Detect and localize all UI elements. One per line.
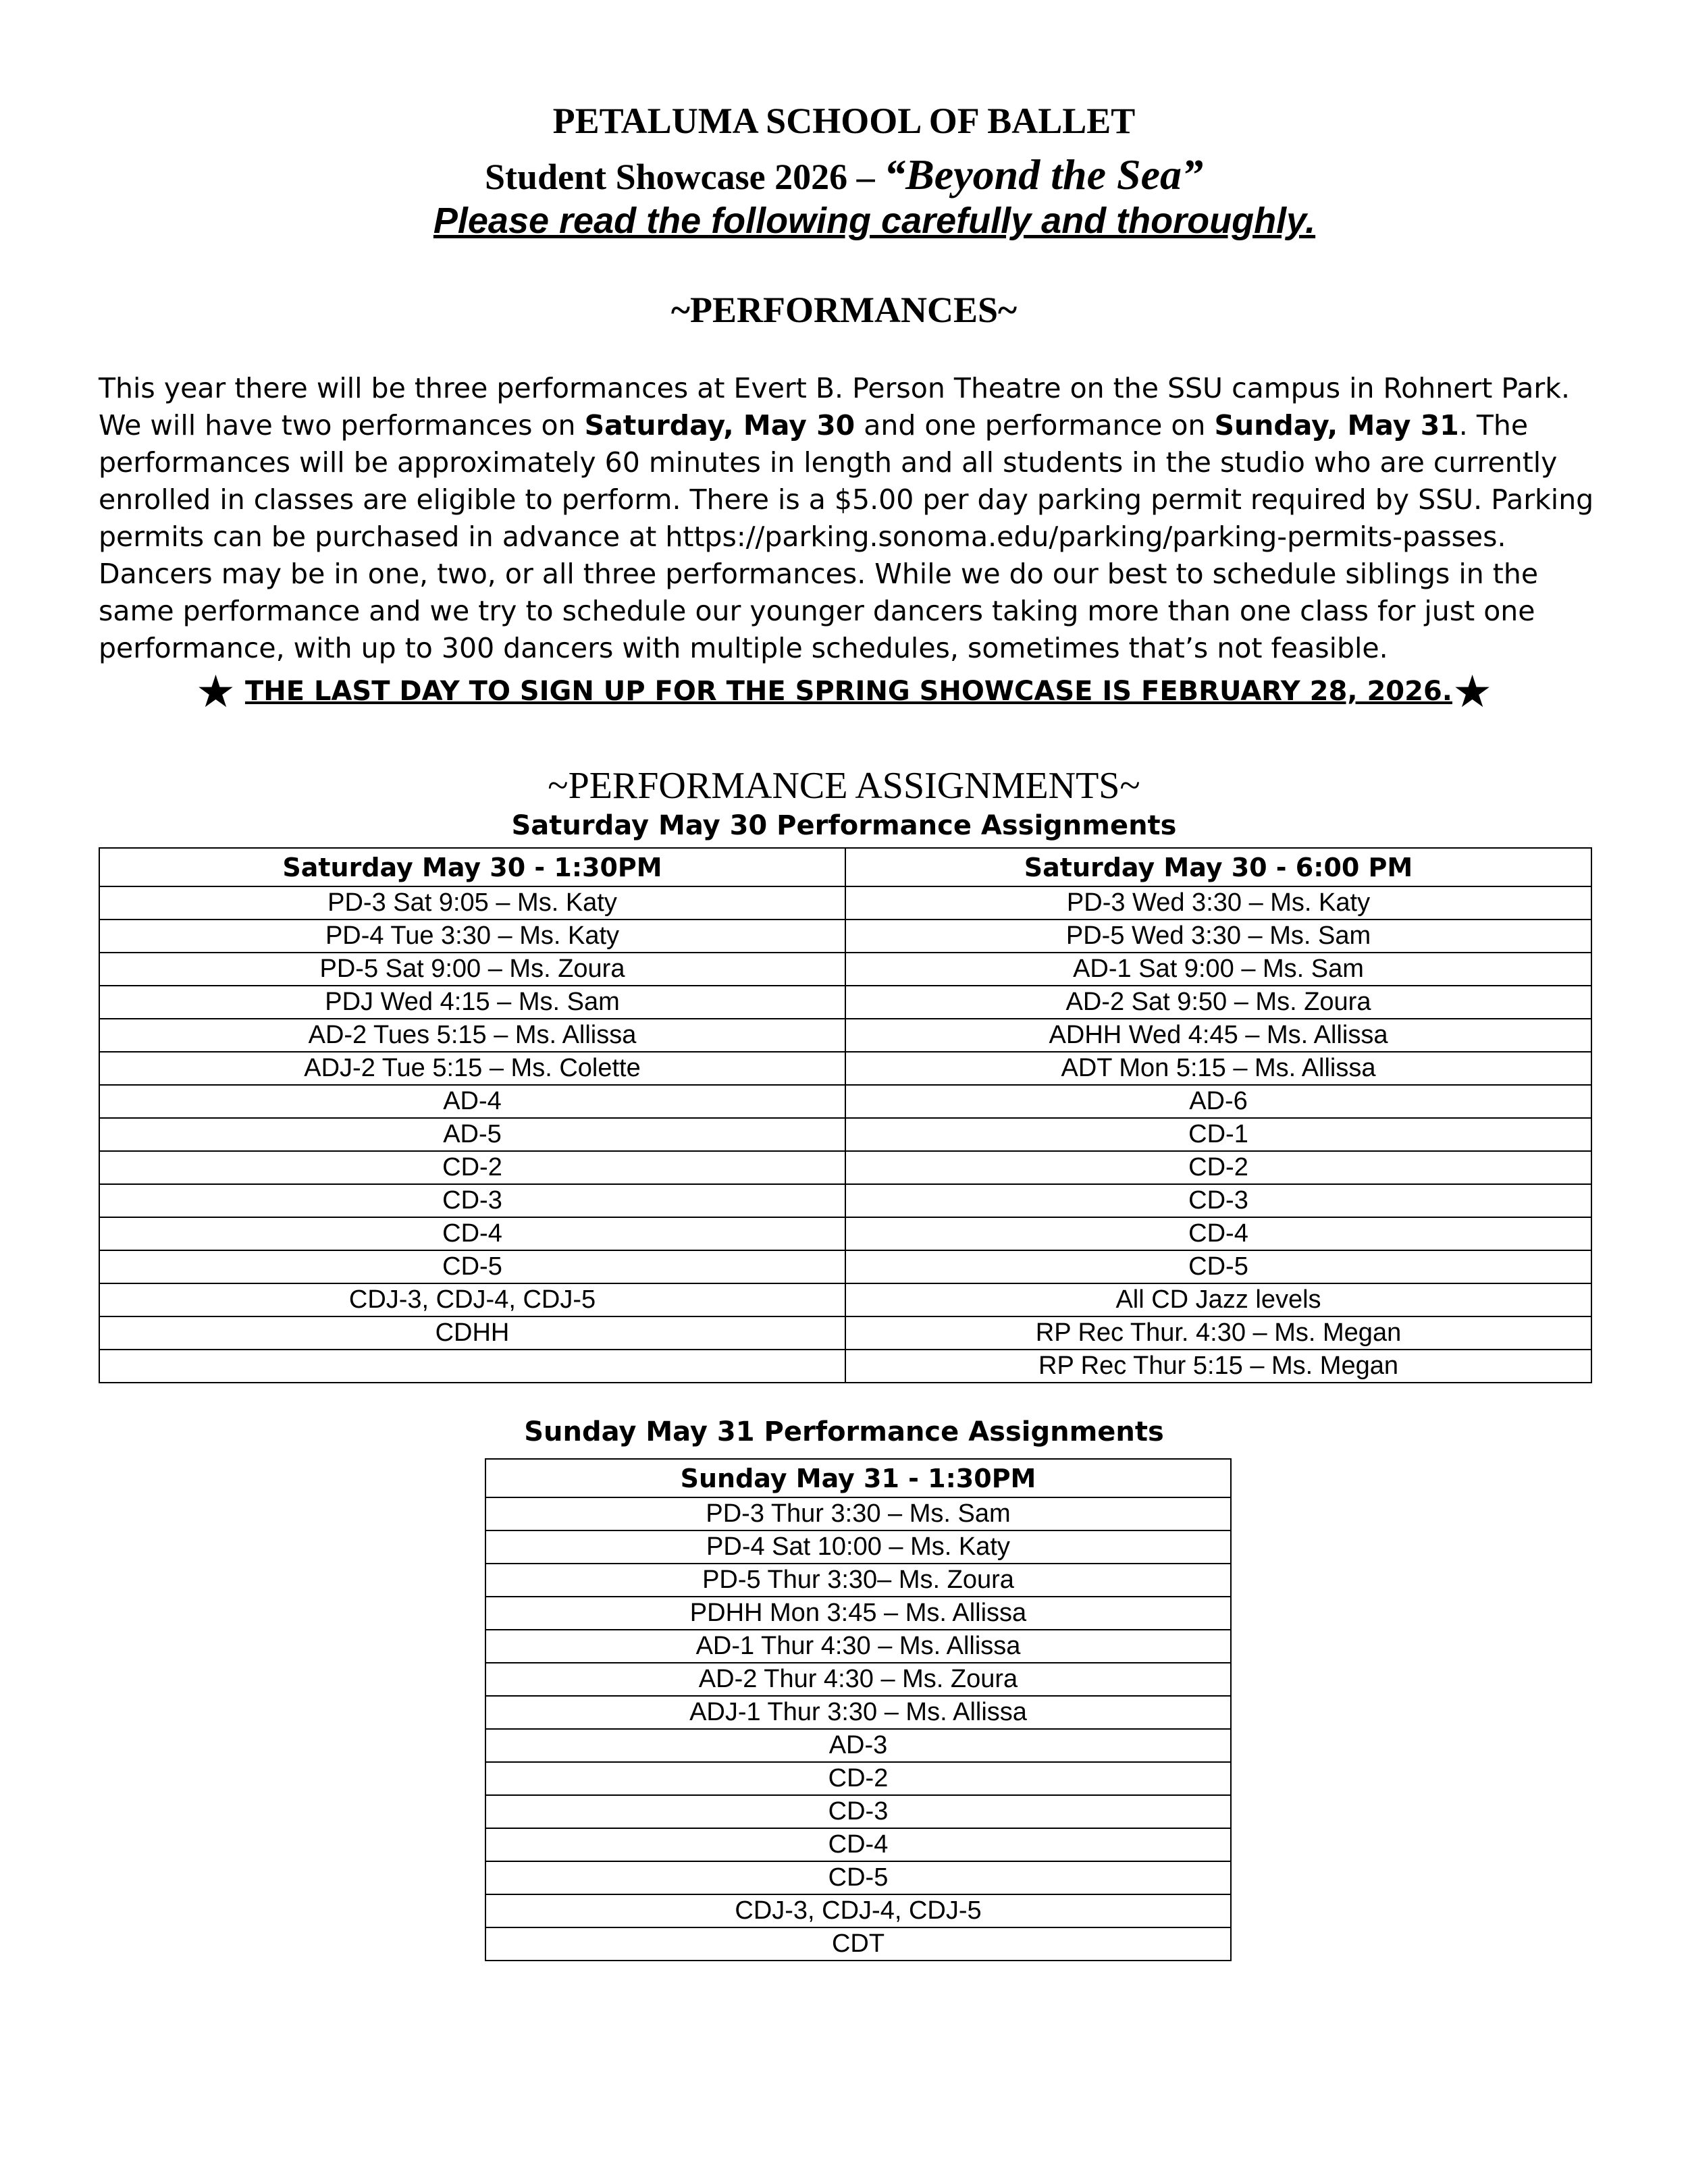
saturday-1-30-cell: AD-5: [99, 1118, 845, 1151]
intro-saturday: Saturday, May 30: [584, 409, 855, 442]
table-row: [485, 1828, 1231, 1861]
saturday-1-30-header: Saturday May 30 - 1:30PM: [99, 848, 845, 886]
saturday-6-00-cell: ADHH Wed 4:45 – Ms. Allissa: [845, 1019, 1591, 1052]
table-row: [99, 953, 1591, 986]
table-header-row: [99, 848, 1591, 886]
performances-heading: ~PERFORMANCES~: [670, 290, 1018, 330]
saturday-6-00-cell: CD-1: [845, 1118, 1591, 1151]
sunday-1-30-cell: PDHH Mon 3:45 – Ms. Allissa: [485, 1597, 1231, 1630]
table-row: [485, 1729, 1231, 1762]
saturday-caption: Saturday May 30 Performance Assignments: [511, 810, 1177, 841]
sunday-1-30-cell: AD-3: [485, 1729, 1231, 1762]
table-row: [99, 1184, 1591, 1217]
sunday-1-30-cell: PD-3 Thur 3:30 – Ms. Sam: [485, 1497, 1231, 1530]
school-name: PETALUMA SCHOOL OF BALLET: [552, 101, 1136, 141]
saturday-1-30-cell: AD-4: [99, 1085, 845, 1118]
intro-sunday: Sunday, May 31: [1214, 409, 1459, 442]
sunday-1-30-cell: PD-4 Sat 10:00 – Ms. Katy: [485, 1530, 1231, 1564]
sunday-1-30-cell: PD-5 Thur 3:30– Ms. Zoura: [485, 1564, 1231, 1597]
table-row: [99, 1085, 1591, 1118]
table-row: [485, 1861, 1231, 1894]
saturday-6-00-cell: ADT Mon 5:15 – Ms. Allissa: [845, 1052, 1591, 1085]
sunday-1-30-cell: CD-3: [485, 1795, 1231, 1828]
sunday-schedule-table: [485, 1458, 1232, 1961]
table-row: [485, 1762, 1231, 1795]
table-row: [485, 1530, 1231, 1564]
table-row: [485, 1795, 1231, 1828]
sunday-table-body: [485, 1497, 1231, 1961]
table-row: [99, 1019, 1591, 1052]
sunday-1-30-cell: CD-4: [485, 1828, 1231, 1861]
intro-part-1: This year there will be three performances at Evert B. Person Theatre on the SSU campus in Rohnert Park. We will have two performances on: [99, 372, 1571, 442]
saturday-1-30-cell: PD-4 Tue 3:30 – Ms. Katy: [99, 920, 845, 953]
saturday-1-30-cell: [99, 1350, 845, 1383]
saturday-1-30-cell: CD-5: [99, 1250, 845, 1283]
saturday-1-30-cell: ADJ-2 Tue 5:15 – Ms. Colette: [99, 1052, 845, 1085]
performances-intro: [99, 370, 1598, 667]
sunday-1-30-header: Sunday May 31 - 1:30PM: [485, 1459, 1231, 1497]
sunday-1-30-cell: CDJ-3, CDJ-4, CDJ-5: [485, 1894, 1231, 1927]
saturday-1-30-cell: PD-3 Sat 9:05 – Ms. Katy: [99, 886, 845, 920]
sunday-1-30-cell: CDT: [485, 1927, 1231, 1961]
table-row: [485, 1497, 1231, 1530]
showcase-prefix: Student Showcase 2026 –: [485, 157, 885, 197]
table-row: [99, 1250, 1591, 1283]
table-row: [99, 1316, 1591, 1350]
saturday-6-00-cell: RP Rec Thur 5:15 – Ms. Megan: [845, 1350, 1591, 1383]
table-row: [99, 1118, 1591, 1151]
table-row: [485, 1894, 1231, 1927]
sunday-caption: Sunday May 31 Performance Assignments: [524, 1416, 1164, 1447]
saturday-1-30-cell: PDJ Wed 4:15 – Ms. Sam: [99, 986, 845, 1019]
saturday-6-00-cell: CD-5: [845, 1250, 1591, 1283]
sunday-1-30-cell: CD-5: [485, 1861, 1231, 1894]
saturday-schedule-table: [99, 847, 1592, 1383]
table-row: [99, 1151, 1591, 1184]
saturday-6-00-cell: PD-3 Wed 3:30 – Ms. Katy: [845, 886, 1591, 920]
table-row: [485, 1564, 1231, 1597]
table-row: [99, 1052, 1591, 1085]
saturday-6-00-cell: PD-5 Wed 3:30 – Ms. Sam: [845, 920, 1591, 953]
saturday-1-30-cell: CD-3: [99, 1184, 845, 1217]
table-row: [99, 1217, 1591, 1250]
saturday-1-30-cell: CD-4: [99, 1217, 845, 1250]
sunday-1-30-cell: AD-2 Thur 4:30 – Ms. Zoura: [485, 1663, 1231, 1696]
table-row: [99, 986, 1591, 1019]
showcase-title: [0, 150, 1688, 200]
saturday-1-30-cell: CDJ-3, CDJ-4, CDJ-5: [99, 1283, 845, 1316]
read-notice: Please read the following carefully and thoroughly.: [433, 201, 1316, 241]
saturday-1-30-cell: AD-2 Tues 5:15 – Ms. Allissa: [99, 1019, 845, 1052]
showcase-theme: “Beyond the Sea”: [884, 151, 1203, 198]
saturday-table-body: [99, 886, 1591, 1383]
table-row: [99, 920, 1591, 953]
intro-part-2: and one performance on: [855, 409, 1215, 442]
saturday-6-00-header: Saturday May 30 - 6:00 PM: [845, 848, 1591, 886]
deadline-text: THE LAST DAY TO SIGN UP FOR THE SPRING SHOWCASE IS FEBRUARY 28, 2026.: [244, 676, 1452, 707]
star-icon: ★: [195, 666, 236, 718]
saturday-6-00-cell: AD-1 Sat 9:00 – Ms. Sam: [845, 953, 1591, 986]
table-row: [485, 1927, 1231, 1961]
table-row: [485, 1696, 1231, 1729]
signup-deadline: [0, 666, 1688, 718]
table-row: [99, 886, 1591, 920]
table-row: [485, 1663, 1231, 1696]
table-row: [485, 1597, 1231, 1630]
sunday-1-30-cell: CD-2: [485, 1762, 1231, 1795]
assignments-heading: ~PERFORMANCE ASSIGNMENTS~: [548, 765, 1140, 807]
saturday-1-30-cell: CD-2: [99, 1151, 845, 1184]
saturday-6-00-cell: All CD Jazz levels: [845, 1283, 1591, 1316]
saturday-1-30-cell: CDHH: [99, 1316, 845, 1350]
saturday-6-00-cell: CD-3: [845, 1184, 1591, 1217]
table-header-row: [485, 1459, 1231, 1497]
table-row: [99, 1283, 1591, 1316]
star-icon: ★: [1452, 666, 1493, 718]
intro-part-3: . The performances will be approximately 60 minutes in length and all students in the studio who are currently enrolled in classes are eligible to perform. There is a $5.00 per day parking permit required by SSU. Parking permits can be purchased in advance at https://parking.sonoma.edu/parking/parking-permits-passes. Dancers may be in one, two, or all three performances. While we do our best to schedule siblings in the same performance and we try to schedule our younger dancers taking more than one class for just one performance, with up to 300 dancers with multiple schedules, sometimes that’s not feasible.: [99, 409, 1594, 664]
sunday-1-30-cell: ADJ-1 Thur 3:30 – Ms. Allissa: [485, 1696, 1231, 1729]
saturday-6-00-cell: AD-6: [845, 1085, 1591, 1118]
saturday-6-00-cell: CD-4: [845, 1217, 1591, 1250]
sunday-1-30-cell: AD-1 Thur 4:30 – Ms. Allissa: [485, 1630, 1231, 1663]
saturday-6-00-cell: AD-2 Sat 9:50 – Ms. Zoura: [845, 986, 1591, 1019]
table-row: [485, 1630, 1231, 1663]
table-row: [99, 1350, 1591, 1383]
saturday-6-00-cell: RP Rec Thur. 4:30 – Ms. Megan: [845, 1316, 1591, 1350]
saturday-6-00-cell: CD-2: [845, 1151, 1591, 1184]
saturday-1-30-cell: PD-5 Sat 9:00 – Ms. Zoura: [99, 953, 845, 986]
